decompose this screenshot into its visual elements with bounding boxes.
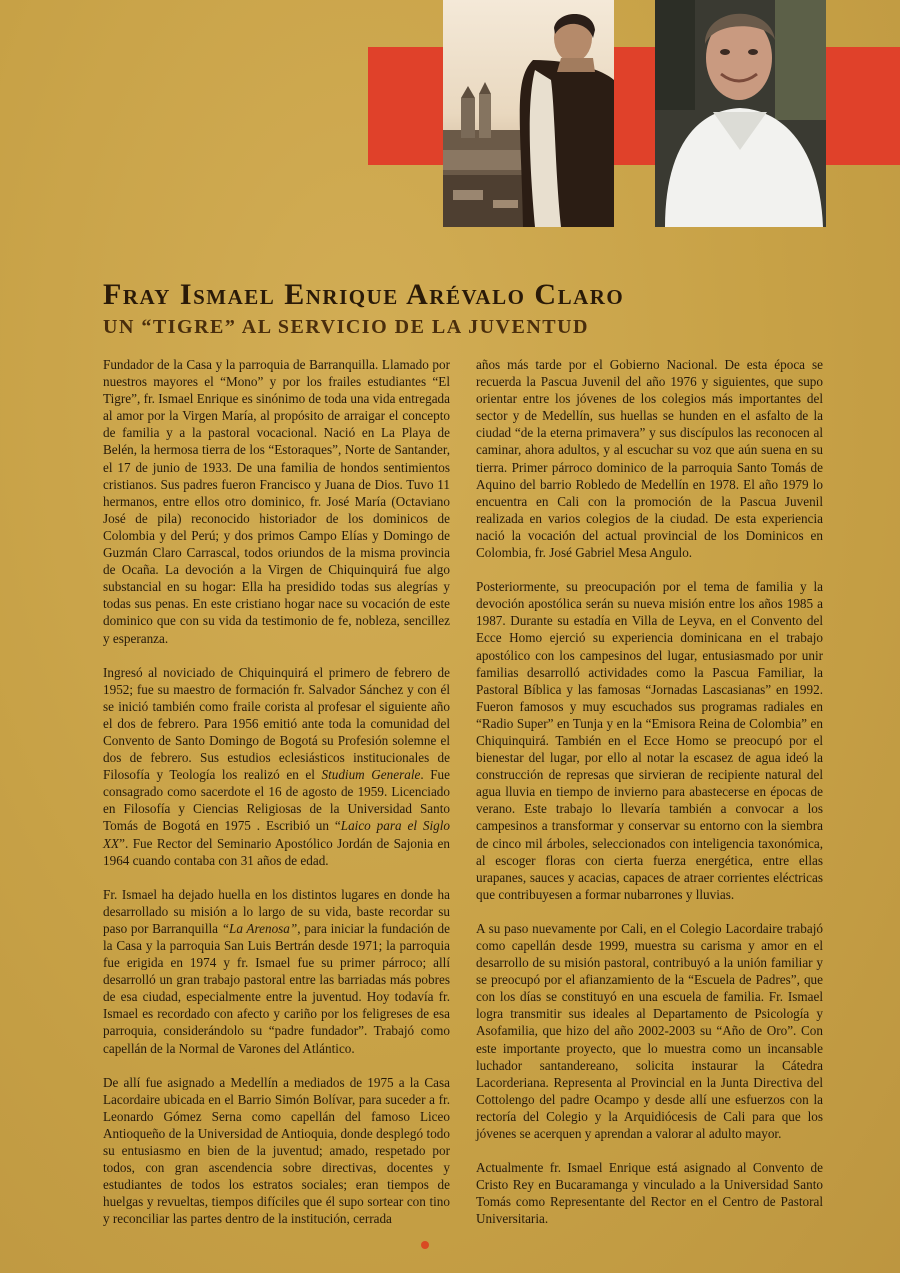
paragraph: Posteriormente, su preocupación por el tema de familia y la devoción apostólica serán su nueva misión entre los años 1985 a 1987. Durante su estadía en Villa de Leyva, en el Convento del Ecce Homo ejerció su experiencia dominicana en el trabajo apostólico con los campesinos del lugar, entusiasmado por unir familias desarrolló actividades como la Pascua Familiar, la Pastoral Bíblica y las famosas “Jornadas Lascasianas” en 1992. Fueron famosos y muy escuchados sus programas radiales en “Radio Super” en Tunja y en la “Emisora Reina de Colombia” en Chiquinquirá. También en el Ecce Homo se preocupó por el bienestar del lugar, por ello al notar la escasez de agua ideó la construcción de represas que sirvieran de recipiente natural del agua lluvia en tiempo de invierno para abastecerse en épocas de verano. Este trabajo lo llevaría también a convocar a los campesinos a transformar y conservar su entorno con la siembra de cinco mil árboles, seleccionados con inteligencia taxonómica, al escoger floras con cierta fuerza energética, entre ellas urapanes, sauces y acacias, capaces de atraer corrientes eléctricas que contribuyesen a formar nubarrones y lluvias. [476, 579, 823, 902]
red-accent-block-right [826, 47, 900, 165]
page-ornament-dot [421, 1241, 429, 1249]
page-subtitle: UN “TIGRE” AL SERVICIO DE LA JUVENTUD [103, 316, 589, 338]
portrait-smiling-photo [655, 0, 826, 227]
text-column-right [476, 356, 823, 1245]
paragraph: Ingresó al noviciado de Chiquinquirá el primero de febrero de 1952; fue su maestro de formación fr. Salvador Sánchez y con él se inició también como fraile corista al profesar el siguiente año el dos de febrero. Para 1956 emitió ante toda la comunidad del Convento de Santo Domingo de Bogotá su Profesión solemne el dos de febrero. Sus estudios eclesiásticos institucionales de Filosofía y Teología los realizó en el Studium Generale. Fue consagrado como sacerdote el 16 de agosto de 1959. Licenciado en Filosofía y Ciencias Religiosas de la Universidad Santo Tomás de Bogotá en 1975 . Escribió un “Laico para el Siglo XX”. Fue Rector del Seminario Apostólico Jordán de Sajonia en 1964 cuando contaba con 31 años de edad. [103, 664, 450, 868]
red-accent-block-left [368, 47, 444, 165]
paragraph: Actualmente fr. Ismael Enrique está asignado al Convento de Cristo Rey en Bucaramanga y vinculado a la Universidad Santo Tomás como Representante del Rector en el Centro de Pastoral Universitaria. [476, 1160, 823, 1227]
paragraph: Fundador de la Casa y la parroquia de Barranquilla. Llamado por nuestros mayores el “Mono” y por los frailes estudiantes “El Tigre”, fr. Ismael Enrique es sinónimo de toda una vida entregada al amor por la Virgen María, al propósito de arraigar el concepto de familia y a la pastoral vocacional. Nació en La Playa de Belén, la hermosa tierra de los “Estoraques”, Norte de Santander, el 17 de junio de 1933. De una familia de hondos sentimientos cristianos. Sus padres fueron Francisco y Juana de Dios. Tuvo 11 hermanos, entre ellos otro dominico, fr. José María (Octaviano José de pila) reconocido historiador de los dominicos de Colombia y del Perú; y dos primos Campo Elías y Domingo de Guzmán Claro Carrascal, todos oriundos de la misma provincia de Ocaña. La devoción a la Virgen de Chiquinquirá fue algo substancial en su hogar: Ella ha presidido todas sus alegrías y todas sus penas. En este cristiano hogar nace su vocación de este dominico que con su vida da testimonio de fe, nobleza, sencillez y esperanza. [103, 357, 450, 646]
red-accent-block-middle [614, 47, 655, 165]
paragraph: años más tarde por el Gobierno Nacional. De esta época se recuerda la Pascua Juvenil del año 1976 y siguientes, que supo orientar entre los jóvenes de los colegios más importantes del sector y de Medellín, sus huellas se hunden en el asfalto de la ciudad “de la eterna primavera” y sus discípulos las reconocen al caminar, ahora adultos, y al escuchar su voz que aún suena en su tierra. Primer párroco dominico de la parroquia Santo Tomás de Aquino del barrio Robledo de Medellín en 1978. El año 1979 lo encuentra en Cali con la promoción de la Pascua Juvenil realizada en varios colegios de la ciudad. De esta experiencia nació la vocación del actual provincial de los Dominicos en Colombia, fr. José Gabriel Mesa Angulo. [476, 357, 823, 561]
paragraph: Fr. Ismael ha dejado huella en los distintos lugares en donde ha desarrollado su misión a lo largo de su vida, baste recordar su paso por Barranquilla “La Arenosa”, para iniciar la fundación de la Casa y la parroquia San Luis Bertrán desde 1971; la parroquia fue erigida en 1974 y fr. Ismael fue su primer párroco; allí desarrolló un gran trabajo pastoral entre las barriadas más pobres de esa ciudad, especialmente entre la juventud. Hoy todavía fr. Ismael es recordado con afecto y cariño por los feligreses de esa parroquia, considerándolo su “padre fundador”. Trabajó como capellán de la Normal de Varones del Atlántico. [103, 886, 451, 1056]
page-title: Fray Ismael Enrique Arévalo Claro [103, 278, 625, 311]
paragraph: A su paso nuevamente por Cali, en el Colegio Lacordaire trabajó como capellán desde 1999, muestra su carisma y amor en el desarrollo de su misión pastoral, contribuyó a la unión familiar y se preocupó por el afianzamiento de la “Escuela de Padres”, que con los días se constituyó en una escuela de familia. Fr. Ismael logra transmitir sus ideales al Departamento de Psicología y Asofamilia, que hizo del año 2002-2003 su “Año de Oro”. Con este importante proyecto, que lo muestra como un incansable luchador santandereano, solicita instaurar la Cátedra Lacorderiana. Representa al Provincial en la Junta Directiva del Cottolengo del padre Ocampo y desde allí une esfuerzos con la rectoría del Colegio y la Arquidiócesis de Cali para que los jóvenes se acerquen y aprendan a valorar al adulto mayor. [476, 920, 823, 1142]
paragraph: De allí fue asignado a Medellín a mediados de 1975 a la Casa Lacordaire ubicada en el Barrio Simón Bolívar, para suceder a fr. Leonardo Gómez Serna como capellán del famoso Liceo Antioqueño de la Universidad de Antioquia, donde desplegó todo su entusiasmo en bien de la juventud; amado, respetado por todos, con gran ascendencia sobre directivas, docentes y estudiantes de todos los estratos sociales; eran tiempos de huelgas y revueltas, tiempos difíciles que él supo sortear con tino y reconciliar las partes dentro de la institución, cerrada [103, 1074, 450, 1227]
text-column-left [103, 356, 450, 1245]
portrait-profile-photo [443, 0, 614, 227]
